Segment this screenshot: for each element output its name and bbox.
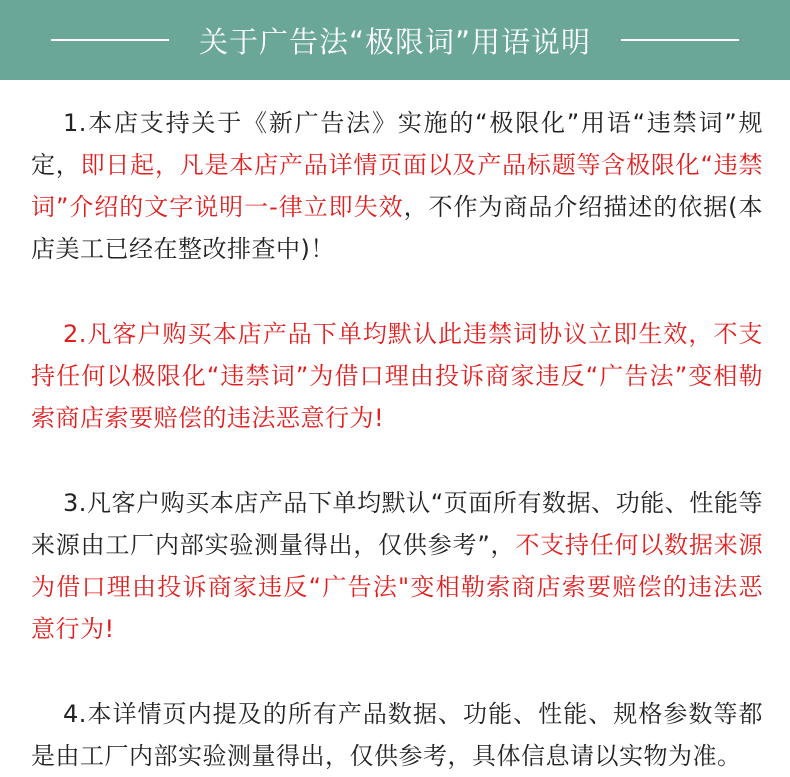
notice-paragraph-2 bbox=[31, 313, 763, 439]
notice-paragraph-4 bbox=[31, 693, 763, 777]
notice-body bbox=[31, 102, 763, 777]
header-divider-left bbox=[51, 39, 169, 41]
paragraph-1-text-a: 1.本店支持关于《新广告法》实施的“极限化”用语“违禁词”规定， bbox=[31, 109, 763, 179]
paragraph-1-highlight: 即日起，凡是本店产品详情页面以及产品标题等含极限化“违禁词”介绍的文字说明一-律立即失效 bbox=[31, 151, 763, 221]
header-banner bbox=[0, 0, 790, 80]
paragraph-1-text-b: ，不作为商品介绍描述的依据(本店美工已经在整改排查中)！ bbox=[31, 193, 763, 263]
notice-paragraph-1 bbox=[31, 102, 763, 270]
paragraph-3-text-a: 3.凡客户购买本店产品下单均默认“页面所有数据、功能、性能等来源由工厂内部实验测量得出，仅供参考”， bbox=[31, 489, 763, 559]
paragraph-4-text: 4.本详情页内提及的所有产品数据、功能、性能、规格参数等都是由工厂内部实验测量得出，仅供参考，具体信息请以实物为准。 bbox=[31, 700, 763, 770]
paragraph-3-highlight: 不支持任何以数据来源为借口理由投诉商家违反“广告法"变相勒索商店索要赔偿的违法恶意行为! bbox=[31, 531, 764, 643]
header-divider-right bbox=[621, 39, 739, 41]
page-title: 关于广告法“极限词”用语说明 bbox=[198, 24, 592, 59]
notice-paragraph-3 bbox=[31, 482, 763, 650]
paragraph-2-highlight: 2.凡客户购买本店产品下单均默认此违禁词协议立即生效，不支持任何以极限化“违禁词”为借口理由投诉商家违反“广告法”变相勒索商店索要赔偿的违法恶意行为! bbox=[31, 320, 763, 432]
